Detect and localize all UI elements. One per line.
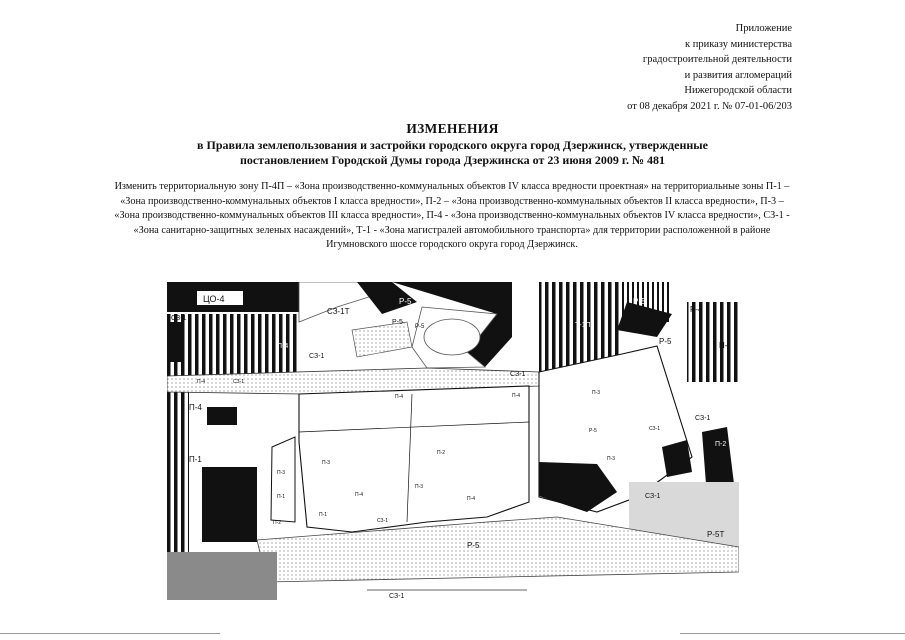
zone-pond — [424, 319, 480, 355]
zone-dark-left-2 — [207, 407, 237, 425]
subtitle-line-2: постановлением Городской Думы города Дзержинска от 23 июня 2009 г. № 481 — [239, 153, 666, 167]
label-p3-right2: П-3 — [607, 456, 616, 462]
label-r5-top: Р-5 — [399, 297, 412, 306]
label-sz1-small3: СЗ-1 — [555, 464, 567, 470]
label-r5-mid: Р-5 — [392, 319, 403, 326]
label-p3-center: П-3 — [322, 460, 331, 466]
label-p3-small3: П-3 — [667, 456, 676, 462]
document-body: Изменить территориальную зону П-4П – «Зона производственно-коммунальных объектов IV класса вредности проектная» на территориальные зоны П-1 – «Зона производственно-коммунальных объектов I класса вредности», П-2 – «Зона производственно-коммунальных объектов II класса вредности», П-3 – «Зона производственно-коммунальных объектов III класса вредности», П-4 - «Зона производственно-коммунальных объектов IV класса вредности», СЗ-1 - «Зона санитарно-защитных зеленых насаждений», Т-1 - «Зона магистралей автомобильного транспорта» для территории расположенной в районе Игумновского шоссе городского округа город Дзержинск. — [114, 181, 790, 251]
label-p1: П-1 — [189, 455, 202, 464]
label-p1-small: П-1 — [277, 494, 286, 500]
label-p4-small3: П-4 — [512, 393, 521, 399]
label-r5-right: Р-5 — [633, 297, 646, 306]
label-r5-right2: Р-5 — [659, 337, 672, 346]
label-p4-left: П-4 — [189, 403, 202, 412]
zoning-map — [167, 282, 739, 600]
appendix-line: градостроительной деятельности — [642, 54, 792, 65]
appendix-line: от 08 декабря 2021 г. № 07-01-06/203 — [627, 100, 792, 112]
label-sz1b: СЗ-1 — [309, 353, 325, 360]
zoning-map-svg — [167, 282, 739, 600]
label-sz1-small2: СЗ-1 — [649, 426, 661, 432]
appendix-line: Приложение — [735, 23, 792, 34]
label-r5-center: Р-5 — [415, 324, 425, 330]
appendix-block — [627, 21, 792, 114]
plot-left-narrow — [271, 437, 295, 522]
zone-gray-bottom-left — [167, 552, 277, 600]
subtitle-line-1: в Правила землепользования и застройки городского округа город Дзержинск, утвержденные — [197, 138, 708, 152]
label-p1-small2: П-1 — [319, 512, 328, 518]
label-p4-top: П-4 — [277, 343, 289, 350]
label-p4-small4: П-4 — [355, 492, 364, 498]
document-subtitle — [120, 138, 785, 168]
label-p4-small: П-4 — [197, 379, 206, 385]
label-sz1-bottom: СЗ-1 — [389, 593, 405, 600]
label-p4-small2: П-4 — [395, 394, 404, 400]
label-r5t: Р-5Т — [707, 530, 725, 539]
scan-edge-left — [0, 633, 220, 634]
label-p2-small: П-2 — [273, 520, 282, 526]
scan-edge-right — [680, 633, 905, 634]
label-sz1-mid: СЗ-1 — [510, 371, 526, 378]
label-co4: ЦО-4 — [203, 294, 225, 304]
label-p2-right: П-2 — [715, 441, 727, 448]
label-r5-bottom: Р-5 — [589, 428, 597, 434]
label-r5-road: Р-5 — [467, 541, 480, 550]
zone-hatched-left-lower — [167, 376, 189, 556]
label-p-right: П- — [719, 341, 728, 350]
label-sz1-small: СЗ-1 — [233, 379, 245, 385]
zone-dark-left-strip — [167, 322, 181, 362]
document-title: ИЗМЕНЕНИЯ — [406, 121, 499, 136]
label-p3-small: П-3 — [277, 470, 286, 476]
appendix-line: и развития агломераций — [684, 69, 792, 81]
label-sz1-right: СЗ-1 — [695, 415, 711, 422]
zone-dark-left-1 — [202, 467, 257, 542]
label-sz1-right2: СЗ-1 — [645, 493, 661, 500]
label-p2-center: П-2 — [437, 450, 446, 456]
label-r4: Р-4 — [690, 305, 703, 314]
zone-hatched-far-right — [687, 302, 739, 382]
plot-central — [299, 386, 529, 532]
label-sz1-left: СЗ-1 — [171, 315, 187, 322]
label-p3-right: П-3 — [592, 390, 601, 396]
label-sz1t: СЗ-1Т — [327, 307, 350, 316]
label-t1p: Т-1П — [575, 322, 591, 329]
appendix-line: Нижегородской области — [684, 85, 792, 96]
label-p4-center: П-4 — [467, 496, 476, 502]
label-sz1-center: СЗ-1 — [377, 518, 389, 524]
appendix-line: к приказу министерства — [684, 38, 792, 50]
label-p3-small4: П-3 — [415, 484, 424, 490]
label-p3-small2: П-3 — [595, 484, 604, 490]
